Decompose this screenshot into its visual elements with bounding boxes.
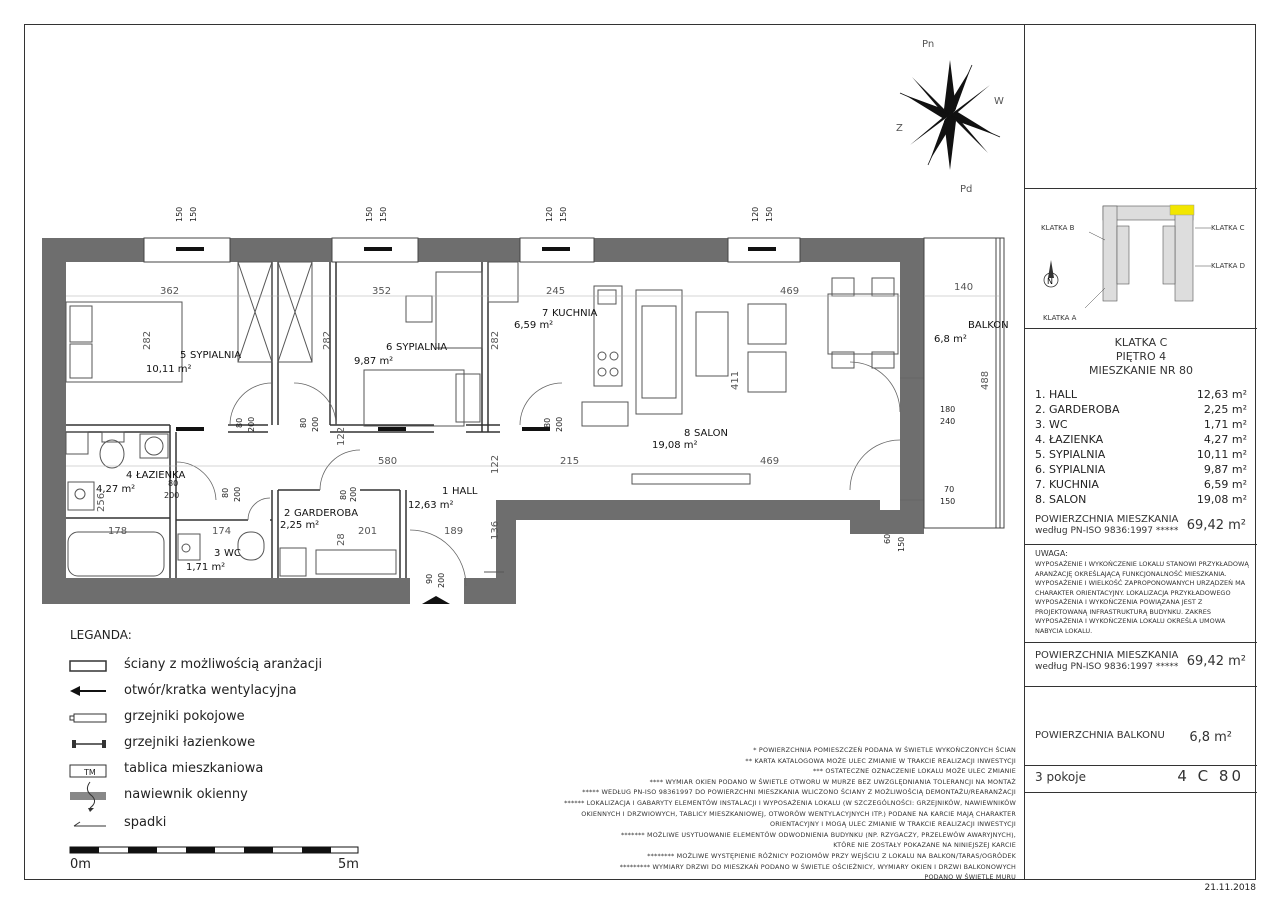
- dim-189: 189: [444, 526, 464, 537]
- door2-h: 200: [311, 416, 320, 432]
- footnotes: [496, 745, 1016, 883]
- room-8-area: 19,08 m²: [652, 440, 698, 451]
- dim-488: 488: [980, 370, 991, 390]
- room-4-number: 4: [126, 470, 133, 481]
- area-value: 12,63 m²: [1196, 388, 1247, 401]
- legend-title: LEGANDA:: [70, 628, 132, 642]
- room-1-number: 1: [442, 486, 449, 497]
- area-name: 2. GARDEROBA: [1035, 403, 1120, 416]
- info-mieszkanie: MIESZKANIE NR 80: [1088, 364, 1194, 377]
- area-row: [1035, 433, 1247, 448]
- footnote: *** OSTATECZNE OZNACZENIE LOKALU MOŻE ULEC ZMIANIE: [812, 767, 1016, 776]
- room-2-number: 2: [284, 508, 291, 519]
- legend-item-bath-radiators: [70, 735, 370, 753]
- legend-item-ventilation: [70, 683, 370, 701]
- room-8-number: 8: [684, 428, 691, 439]
- footnote: ******* MOŻLIWE USYTUOWANIE ELEMENTÓW ODWODNIENIA BUDYNKU (NP. RZYGACZY, PRZELEWÓW AWARYJNYCH),: [620, 830, 1016, 839]
- area-name: 7. KUCHNIA: [1035, 478, 1099, 491]
- room-2-area: 2,25 m²: [280, 520, 320, 531]
- footnote: ** KARTA KATALOGOWA MOŻE ULEC ZMIANIE W TRAKCIE REALIZACJI INWESTYCJI: [745, 756, 1016, 765]
- win3-b: 150: [559, 206, 568, 222]
- drawing-date: 21.11.2018: [1204, 883, 1256, 893]
- dim-282c: 282: [490, 330, 501, 350]
- footnote: KTÓRE NIE ZOSTAŁY POKAZANE NA NINIEJSZEJ KARCIE: [833, 841, 1016, 850]
- entrance-arrow-icon: [422, 596, 450, 604]
- dim-469a: 469: [780, 286, 800, 297]
- dim-256: 256: [96, 492, 107, 512]
- compass-west: W: [994, 96, 1004, 107]
- door6-h: 200: [164, 491, 180, 500]
- unit-code: 4 C 80: [1177, 767, 1244, 785]
- area-value: 9,87 m²: [1203, 463, 1247, 476]
- footnote: ORIENTACYJNY I MOGĄ ULEC ZMIANIE W TRAKCIE REALIZACJI INWESTYCJI: [770, 820, 1016, 829]
- dim-201: 201: [358, 526, 378, 537]
- dim-282a: 282: [142, 330, 153, 350]
- room-3-name: WC: [224, 548, 241, 559]
- info-pietro: PIĘTRO 4: [1115, 350, 1167, 363]
- dim-580: 580: [378, 456, 398, 467]
- room-6-number: 6: [386, 342, 393, 353]
- tm-label: TM: [84, 768, 96, 777]
- room-2-name: GARDEROBA: [294, 508, 359, 519]
- area-row: [1035, 388, 1247, 403]
- dim-282b: 282: [322, 330, 333, 350]
- area-value: 6,59 m²: [1203, 478, 1247, 491]
- win2-a: 150: [365, 206, 374, 222]
- area-name: 1. HALL: [1035, 388, 1078, 401]
- total2-value: 69,42 m²: [1186, 654, 1246, 669]
- room-5-name: SYPIALNIA: [190, 350, 242, 361]
- info-sidebar: [1024, 24, 1256, 880]
- legend-label: nawiewnik okienny: [124, 787, 248, 802]
- scale-start: 0m: [70, 857, 91, 872]
- room-4-area: 4,27 m²: [96, 484, 136, 495]
- dim-178: 178: [108, 526, 128, 537]
- dim-122a: 122: [336, 426, 347, 446]
- area-value: 10,11 m²: [1196, 448, 1247, 461]
- dim-140: 140: [954, 282, 974, 293]
- legend-item-window-vent: [70, 787, 370, 805]
- door4-w: 80: [221, 487, 230, 498]
- door-swings: [176, 362, 924, 586]
- door3-h: 200: [555, 416, 564, 432]
- legend-label: tablica mieszkaniowa: [124, 761, 264, 776]
- footnote: ******** MOŻLIWE WYSTĘPIENIE RÓŻNICY POZIOMÓW PRZY WEJŚCIU Z LOKALU NA BALKON/TARAS/OGRÓDEK: [647, 851, 1016, 860]
- klatka-c-label: KLATKA C: [1211, 224, 1245, 232]
- footnote: ****** LOKALIZACJA I GABARYTY ELEMENTÓW INSTALACJI I WYPOSAŻENIA LOKALU (W SZCZEGÓLNOŚCI: GRZEJNIKÓW, NAWIEWNIKÓW: [564, 798, 1016, 807]
- dim-122b: 122: [490, 454, 501, 474]
- rooms-count: 3 pokoje: [1035, 770, 1086, 784]
- area-value: 1,71 m²: [1203, 418, 1247, 431]
- area-row: [1035, 463, 1247, 478]
- legend-item-walls: [70, 657, 370, 675]
- legend-label: spadki: [124, 815, 167, 830]
- uwaga-title: UWAGA:: [1035, 549, 1068, 558]
- room-6-area: 9,87 m²: [354, 356, 394, 367]
- area-value: 19,08 m²: [1196, 493, 1247, 506]
- balcony-area: 6,8 m²: [934, 334, 967, 345]
- area-name: 3. WC: [1035, 418, 1068, 431]
- door1-w: 80: [235, 417, 244, 428]
- total-value: 69,42 m²: [1186, 518, 1246, 533]
- door6-w: 80: [168, 479, 179, 488]
- total2-norm: według PN-ISO 9836:1997 *****: [1035, 662, 1179, 672]
- area-name: 4. ŁAZIENKA: [1035, 433, 1104, 446]
- win2-b: 150: [379, 206, 388, 222]
- win1-a: 150: [175, 206, 184, 222]
- door2-w: 80: [299, 417, 308, 428]
- dim-362: 362: [160, 286, 180, 297]
- uwaga-text: WYPOSAŻENIE I WYKOŃCZENIE LOKALU STANOWI PRZYKŁADOWĄ ARANŻACJĘ OKREŚLAJĄCĄ FUNKCJONALNOŚĆ MIESZKANIA. WYPOSAŻENIE I WIELKOŚĆ ZAPROPONOWANYCH URZĄDZEŃ MA CHARAKTER ORIENTACYJNY. LOKALIZACJA PRZYKŁADOWEGO WYPOSAŻENIA I WYKOŃCZENIA POWIĄZANA JEST Z PROJEKTOWANĄ INFRASTRUKTURĄ BUDYNKU. ZAKRES WYPOSAŻENIA I WYKOŃCZENIA LOKALU OKREŚLA UMOWA NABYCIA LOKALU.: [1035, 560, 1249, 635]
- footnote: * POWIERZCHNIA POMIESZCZEŃ PODANA W ŚWIETLE WYKOŃCZONYCH ŚCIAN: [753, 746, 1016, 754]
- area-name: 8. SALON: [1035, 493, 1087, 506]
- footnote: ***** WEDŁUG PN-ISO 98361997 DO POWIERZCHNI MIESZKANIA WLICZONO ŚCIANY Z MOŻLIWOŚCIĄ DEMONTAŻU/REARANŻACJI: [582, 788, 1016, 797]
- balkon-label: POWIERZCHNIA BALKONU: [1035, 730, 1165, 741]
- door7-h: 200: [437, 572, 446, 588]
- key-plan: [1025, 188, 1257, 328]
- room-8-name: SALON: [694, 428, 728, 439]
- legend-label: otwór/kratka wentylacyjna: [124, 683, 297, 698]
- compass-south: Pd: [960, 184, 973, 195]
- door5-w: 80: [339, 489, 348, 500]
- klatka-b-label: KLATKA B: [1041, 224, 1075, 232]
- dim-352: 352: [372, 286, 392, 297]
- win1-b: 150: [189, 206, 198, 222]
- room-3-number: 3: [214, 548, 221, 559]
- klatka-d-label: KLATKA D: [1211, 262, 1246, 270]
- compass-north: Pn: [922, 39, 935, 50]
- room-3-area: 1,71 m²: [186, 562, 226, 573]
- room-1-area: 12,63 m²: [408, 500, 454, 511]
- room-7-area: 6,59 m²: [514, 320, 554, 331]
- info-klatka: KLATKA C: [1114, 336, 1168, 349]
- room-7-name: KUCHNIA: [552, 308, 598, 319]
- total2-label: POWIERZCHNIA MIESZKANIA: [1035, 650, 1179, 661]
- room-5-number: 5: [180, 350, 187, 361]
- dim-28: 28: [336, 533, 347, 546]
- footnote: OKIENNYCH I DRZWIOWYCH, TABLICY MIESZKANIOWEJ, OTWORÓW WENTYLACYJNYCH ITP.) PODANE NA KARCIE MAJĄ CHARAKTER: [581, 809, 1016, 818]
- door4-h: 200: [233, 486, 242, 502]
- room-7-number: 7: [542, 308, 549, 319]
- door1-h: 200: [247, 416, 256, 432]
- compass-east: Z: [896, 123, 903, 134]
- dim-215: 215: [560, 456, 580, 467]
- area-row: [1035, 448, 1247, 463]
- total-label: POWIERZCHNIA MIESZKANIA: [1035, 514, 1179, 525]
- balkon-value: 6,8 m²: [1189, 730, 1232, 745]
- compass-rose: [900, 60, 1000, 170]
- dim-240: 240: [940, 417, 956, 426]
- legend-item-slopes: [70, 815, 370, 833]
- area-row: [1035, 403, 1247, 418]
- room-6-name: SYPIALNIA: [396, 342, 448, 353]
- dim-70: 70: [944, 485, 955, 494]
- legend-item-flat-panel: [70, 761, 370, 779]
- dim-180: 180: [940, 405, 956, 414]
- room-4-name: ŁAZIENKA: [136, 470, 186, 481]
- room-1-name: HALL: [452, 486, 478, 497]
- legend-label: grzejniki pokojowe: [124, 709, 245, 724]
- klatka-a-label: KLATKA A: [1043, 314, 1077, 322]
- area-name: 5. SYPIALNIA: [1035, 448, 1106, 461]
- legend-label: grzejniki łazienkowe: [124, 735, 256, 750]
- dim-136: 136: [490, 520, 501, 540]
- area-name: 6. SYPIALNIA: [1035, 463, 1106, 476]
- door3-w: 80: [543, 417, 552, 428]
- highlighted-unit: [1170, 205, 1194, 215]
- win4-a: 120: [751, 206, 760, 222]
- scale-bar: [70, 847, 358, 853]
- win4-b: 150: [765, 206, 774, 222]
- dim-150c: 150: [897, 536, 906, 552]
- balcony-name: BALKON: [968, 320, 1009, 331]
- area-value: 2,25 m²: [1203, 403, 1247, 416]
- north-label: N: [1047, 277, 1053, 286]
- door5-h: 200: [349, 486, 358, 502]
- area-row: [1035, 493, 1247, 508]
- dim-411: 411: [730, 370, 741, 390]
- room-5-area: 10,11 m²: [146, 364, 192, 375]
- dim-60: 60: [883, 533, 892, 544]
- dim-245: 245: [546, 286, 566, 297]
- footnote: PODANO W ŚWIETLE MURU: [924, 873, 1016, 882]
- legend-item-room-radiators: [70, 709, 370, 727]
- total-norm: według PN-ISO 9836:1997 *****: [1035, 526, 1179, 536]
- footnote: **** WYMIAR OKIEN PODANO W ŚWIETLE OTWORU W MURZE BEZ UWZGLĘDNIANIA TOLERANCJI NA MONTAŻ: [649, 777, 1016, 786]
- dim-150b: 150: [940, 497, 956, 506]
- legend-label: ściany z możliwością aranżacji: [124, 657, 323, 672]
- area-value: 4,27 m²: [1203, 433, 1247, 446]
- scale-end: 5m: [338, 857, 359, 872]
- door7-w: 90: [425, 573, 434, 584]
- dim-174: 174: [212, 526, 232, 537]
- dim-469b: 469: [760, 456, 780, 467]
- area-row: [1035, 478, 1247, 493]
- area-row: [1035, 418, 1247, 433]
- footnote: ********* WYMIARY DRZWI DO MIESZKAŃ PODANO W ŚWIETLE OŚCIEŻNICY, WYMIARY OKIEN I DRZWI BALKONOWYCH: [619, 862, 1016, 871]
- win3-a: 120: [545, 206, 554, 222]
